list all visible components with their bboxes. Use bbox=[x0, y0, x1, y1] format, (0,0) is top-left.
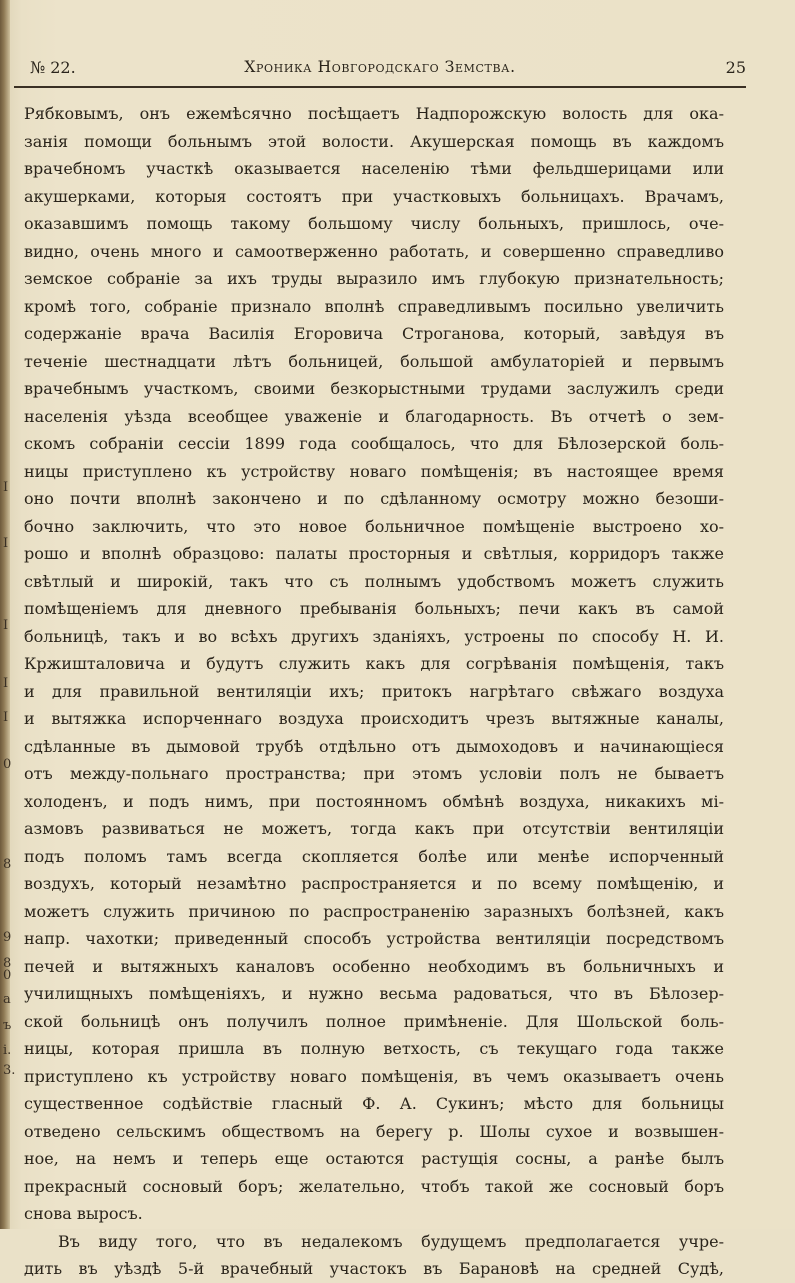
text-line: видно, очень много и самоотверженно работать, и совершенно справедливо bbox=[24, 241, 724, 261]
issue-number: № 22. bbox=[30, 58, 76, 77]
text-line: свѣтлый и широкій, такъ что съ полнымъ удобствомъ можетъ служить bbox=[24, 571, 724, 591]
running-header bbox=[30, 58, 746, 82]
text-line: рошо и вполнѣ образцово: палаты просторныя и свѣтлыя, корридоръ также bbox=[24, 544, 724, 563]
text-line: бочно заключить, что это новое больничное помѣщеніе выстроено хо- bbox=[24, 516, 724, 536]
text-line: приступлено къ устройству новаго помѣщенія, въ чемъ оказываетъ очень bbox=[24, 1066, 724, 1086]
text-line: и для правильной вентиляціи ихъ; притокъ нагрѣтаго свѣжаго воздуха bbox=[24, 681, 724, 701]
text-line: ницы приступлено къ устройству новаго помѣщенія; въ настоящее время bbox=[24, 461, 724, 481]
text-line: населенія уѣзда всеобщее уваженіе и благодарность. Въ отчетѣ о зем- bbox=[24, 406, 724, 426]
text-line: ской больницѣ онъ получилъ полное примѣненіе. Для Шольской боль- bbox=[24, 1011, 724, 1031]
text-line: ницы, которая пришла въ полную ветхость, съ текущаго года также bbox=[24, 1039, 724, 1058]
text-line: холоденъ, и подъ нимъ, при постоянномъ обмѣнѣ воздуха, никакихъ мі- bbox=[24, 791, 724, 811]
margin-mark: ъ bbox=[3, 1018, 12, 1033]
text-line: врачебнымъ участкомъ, своими безкорыстными трудами заслужилъ среди bbox=[24, 379, 724, 398]
margin-mark: 0 bbox=[3, 968, 12, 983]
margin-mark: I bbox=[3, 536, 9, 551]
text-line: оказавшимъ помощь такому большому числу больныхъ, пришлось, оче- bbox=[24, 214, 724, 233]
text-line: азмовъ развиваться не можетъ, тогда какъ при отсутствіи вентиляціи bbox=[24, 819, 724, 838]
text-line: Кржишталовича и будутъ служить какъ для согрѣванія помѣщенія, такъ bbox=[24, 654, 724, 673]
margin-mark: I bbox=[3, 710, 9, 725]
text-line: прекрасный сосновый боръ; желательно, чтобъ такой же сосновый боръ bbox=[24, 1176, 724, 1196]
text-line: занія помощи больнымъ этой волости. Акушерская помощь въ каждомъ bbox=[24, 131, 724, 151]
text-line: помѣщеніемъ для дневного пребыванія больныхъ; печи какъ въ самой bbox=[24, 599, 724, 618]
text-line: сдѣланные въ дымовой трубѣ отдѣльно отъ дымоходовъ и начинающіеся bbox=[24, 736, 724, 756]
text-line: и вытяжка испорченнаго воздуха происходитъ чрезъ вытяжные каналы, bbox=[24, 709, 724, 728]
page-number: 25 bbox=[725, 58, 746, 77]
text-line: земское собраніе за ихъ труды выразило имъ глубокую признательность; bbox=[24, 269, 724, 288]
margin-mark: i. bbox=[3, 1043, 12, 1058]
text-line: можетъ служить причиною по распространенію заразныхъ болѣзней, какъ bbox=[24, 901, 724, 921]
margin-mark: 8 bbox=[3, 857, 12, 872]
margin-mark: а bbox=[3, 992, 11, 1007]
text-line: снова выросъ. bbox=[24, 1204, 143, 1223]
text-line: существенное содѣйствіе гласный Ф. А. Сукинъ; мѣсто для больницы bbox=[24, 1094, 724, 1113]
text-line: отведено сельскимъ обществомъ на берегу р. Шолы сухое и возвышен- bbox=[24, 1121, 724, 1141]
text-line: содержаніе врача Василія Егоровича Строганова, который, завѣдуя въ bbox=[24, 324, 724, 343]
journal-title: Хроника Новгородскаго Земства. bbox=[244, 58, 516, 76]
margin-mark: 0 bbox=[3, 757, 12, 772]
margin-mark: I bbox=[3, 618, 9, 633]
text-line: отъ между-польнаго пространства; при этомъ условіи полъ не бываетъ bbox=[24, 764, 724, 783]
text-line: кромѣ того, собраніе признало вполнѣ справедливымъ посильно увеличить bbox=[24, 296, 724, 316]
text-line: дить въ уѣздѣ 5-й врачебный участокъ въ Барановѣ на средней Судѣ, bbox=[24, 1259, 724, 1278]
body-text bbox=[24, 100, 724, 1283]
margin-mark: 3. bbox=[3, 1063, 16, 1078]
text-line: подъ поломъ тамъ всегда скопляется болѣе или менѣе испорченный bbox=[24, 846, 724, 866]
text-line: оно почти вполнѣ закончено и по сдѣланному осмотру можно безоши- bbox=[24, 489, 724, 508]
margin-mark: 9 bbox=[3, 930, 12, 945]
text-line: больницѣ, такъ и во всѣхъ другихъ зданіяхъ, устроены по способу Н. И. bbox=[24, 626, 724, 646]
margin-mark: I bbox=[3, 676, 9, 691]
text-line: акушерками, которыя состоятъ при участковыхъ больницахъ. Врачамъ, bbox=[24, 186, 724, 206]
header-rule bbox=[14, 86, 746, 88]
text-line: училищныхъ помѣщеніяхъ, и нужно весьма радоваться, что въ Бѣлозер- bbox=[24, 984, 724, 1003]
text-line: врачебномъ участкѣ оказывается населенію тѣми фельдшерицами или bbox=[24, 159, 724, 178]
text-line: напр. чахотки; приведенный способъ устройства вентиляціи посредствомъ bbox=[24, 929, 724, 948]
text-line: теченіе шестнадцати лѣтъ больницей, большой амбулаторіей и первымъ bbox=[24, 351, 724, 371]
text-line: воздухъ, который незамѣтно распространяется и по всему помѣщенію, и bbox=[24, 874, 724, 893]
margin-mark: 8 bbox=[3, 956, 12, 971]
margin-mark: I bbox=[3, 480, 9, 495]
text-line: Рябковымъ, онъ ежемѣсячно посѣщаетъ Надпорожскую волость для ока- bbox=[24, 104, 724, 123]
text-line: печей и вытяжныхъ каналовъ особенно необходимъ въ больничныхъ и bbox=[24, 956, 724, 976]
text-line: скомъ собраніи сессіи 1899 года сообщалось, что для Бѣлозерской боль- bbox=[24, 434, 724, 453]
text-line: Въ виду того, что въ недалекомъ будущемъ предполагается учре- bbox=[58, 1231, 724, 1251]
text-line: ное, на немъ и теперь еще остаются растущія сосны, а ранѣе былъ bbox=[24, 1149, 724, 1168]
